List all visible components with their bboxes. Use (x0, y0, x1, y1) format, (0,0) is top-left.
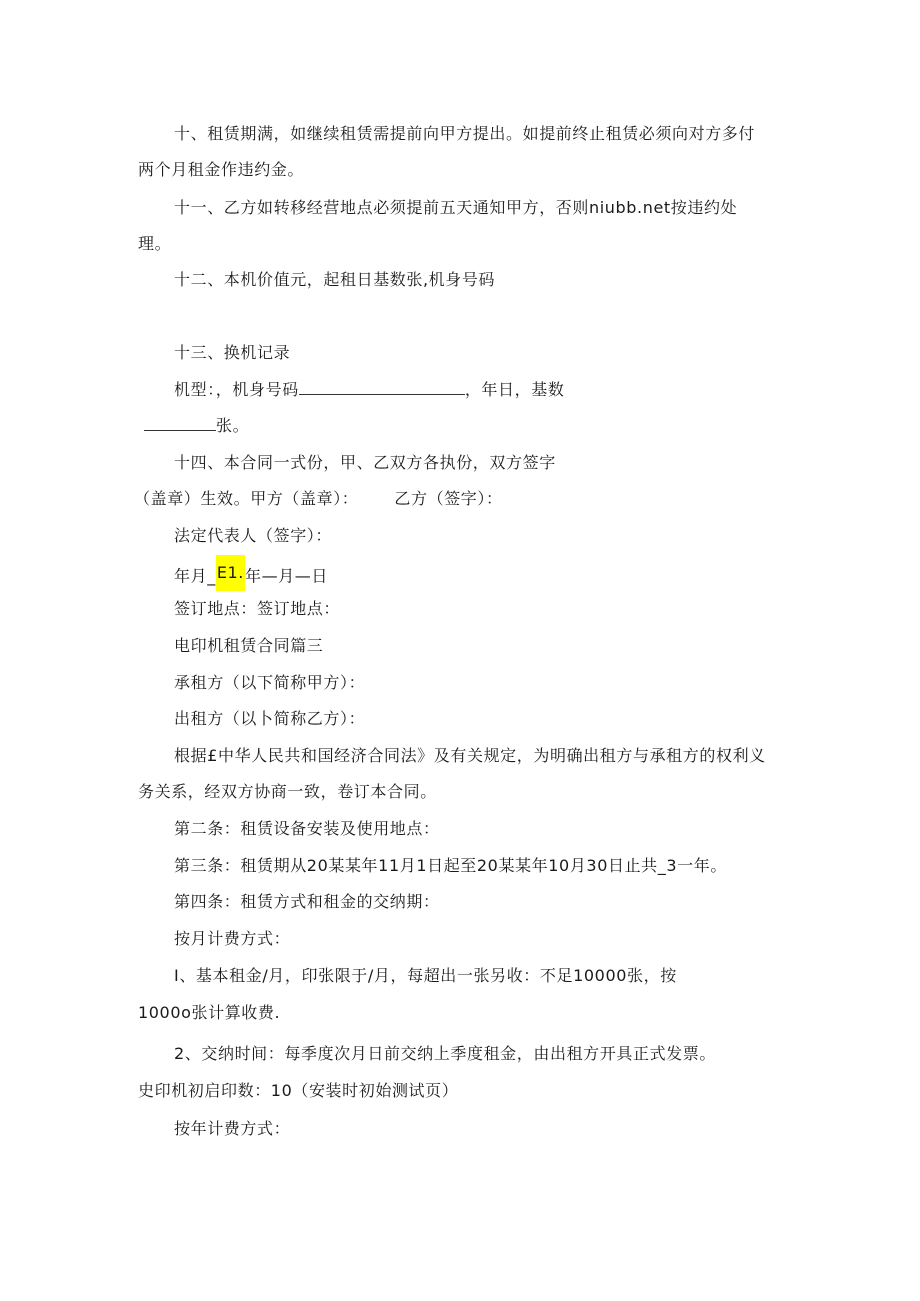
article-2: 第二条：租赁设备安装及使用地点： (174, 819, 440, 838)
signing-place-line: 签订地点：签订地点： (174, 599, 341, 618)
yearly-billing-heading: 按年计费方式： (174, 1119, 291, 1138)
sheet-count-blank (144, 416, 216, 431)
lessee-line: 承租方（以下简称甲方）： (174, 673, 366, 692)
legal-representative-line: 法定代表人（签字）： (174, 526, 333, 545)
clause-10-line-1: 十、租赁期满，如继续租赁需提前向甲方提出。如提前终止租赁必须向对方多付 (174, 124, 756, 143)
clause-11-line-2: 理。 (138, 234, 172, 253)
sheet-unit-label: 张。 (216, 416, 250, 435)
date-label-a: 年月_ (174, 566, 216, 586)
party-b-sign-label: 乙方（签字）： (394, 489, 503, 508)
sheet-count-line (144, 416, 249, 436)
article-4: 第四条：租赁方式和租金的交纳期： (174, 892, 440, 911)
clause-11-line-1: 十一、乙方如转移经营地点必须提前五天通知甲方，否则niubb.net按违约处 (174, 198, 738, 217)
machine-record-line (174, 380, 564, 400)
highlighted-text: E1. (216, 555, 245, 591)
section-title: 电印机租赁合同篇三 (174, 636, 324, 655)
monthly-item-1-line-2: 1000o张计算收费. (138, 1003, 281, 1022)
preamble-line-1: 根据£中华人民共和国经济合同法》及有关规定，为明确出租方与承租方的权利义 (174, 746, 766, 765)
lessor-line: 出租方（以卜简称乙方）： (174, 709, 366, 728)
clause-14-line-1: 十四、本合同一式份，甲、乙双方各执份，双方签字 (174, 453, 556, 472)
monthly-billing-heading: 按月计费方式： (174, 929, 291, 948)
initial-count-line: 史印机初启印数：10（安装时初始测试页） (138, 1081, 459, 1100)
clause-10-line-2: 两个月租金作违约金。 (138, 160, 305, 179)
party-a-seal-label: （盖章）生效。甲方（盖章）： (134, 489, 359, 508)
article-3: 第三条：租赁期从20某某年11月1日起至20某某年10月30日止共_3一年。 (174, 856, 727, 875)
machine-model-label: 机型：，机身号码 (174, 380, 299, 399)
clause-13-heading: 十三、换机记录 (174, 343, 291, 362)
preamble-line-2: 务关系，经双方协商一致，卷订本合同。 (138, 782, 437, 801)
monthly-item-1-line-1: I、基本租金/月，印张限于/月，每超出一张另收：不足10000张，按 (174, 966, 677, 985)
date-label-b: 年—月—日 (245, 566, 329, 586)
clause-12: 十二、本机价值元，起租日基数张,机身号码 (174, 270, 496, 289)
date-count-label: ，年日，基数 (464, 380, 565, 399)
clause-14-line-2 (134, 489, 503, 509)
date-line (174, 563, 328, 591)
monthly-item-2: 2、交纳时间：每季度次月日前交纳上季度租金，由出租方开具正式发票。 (174, 1044, 716, 1063)
serial-number-blank (299, 380, 465, 395)
